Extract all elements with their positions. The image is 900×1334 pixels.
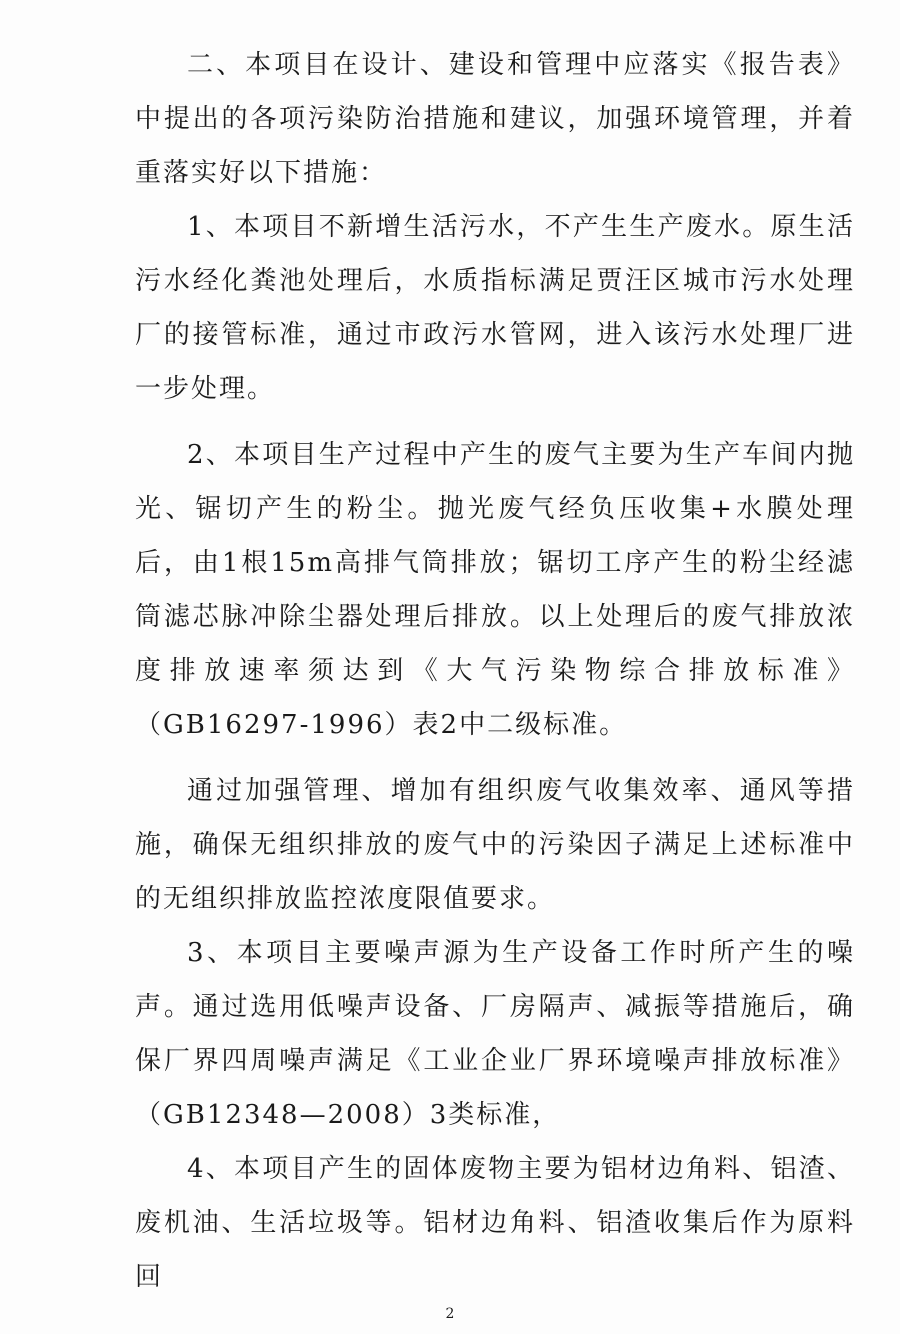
paragraph-unorganized-emission: 通过加强管理、增加有组织废气收集效率、通风等措施，确保无组织排放的废气中的污染因子满足上述标准中的无组织排放监控浓度限值要求。 [135, 776, 855, 914]
paragraph-solid-waste: 4、本项目产生的固体废物主要为铝材边角料、铝渣、废机油、生活垃圾等。铝材边角料、铝渣收集后作为原料回 [135, 1154, 855, 1292]
document-body [135, 38, 855, 1304]
paragraph-requirements-intro: 二、本项目在设计、建设和管理中应落实《报告表》中提出的各项污染防治措施和建议，加强环境管理，并着重落实好以下措施： [135, 50, 855, 188]
paragraph-noise: 3、本项目主要噪声源为生产设备工作时所产生的噪声。通过选用低噪声设备、厂房隔声、减振等措施后，确保厂界四周噪声满足《工业企业厂界环境噪声排放标准》（GB12348—2008）3类标准， [135, 938, 855, 1130]
paragraph-wastewater: 1、本项目不新增生活污水，不产生生产废水。原生活污水经化粪池处理后，水质指标满足贾汪区城市污水处理厂的接管标准，通过市政污水管网，进入该污水处理厂进一步处理。 [135, 212, 855, 404]
paragraph-exhaust-gas: 2、本项目生产过程中产生的废气主要为生产车间内抛光、锯切产生的粉尘。抛光废气经负压收集+水膜处理后，由1根15m高排气筒排放；锯切工序产生的粉尘经滤筒滤芯脉冲除尘器处理后排放。以上处理后的废气排放浓度排放速率须达到《大气污染物综合排放标准》（GB16297-1996）表2中二级标准。 [135, 440, 855, 740]
page-number: 2 [445, 1306, 455, 1322]
